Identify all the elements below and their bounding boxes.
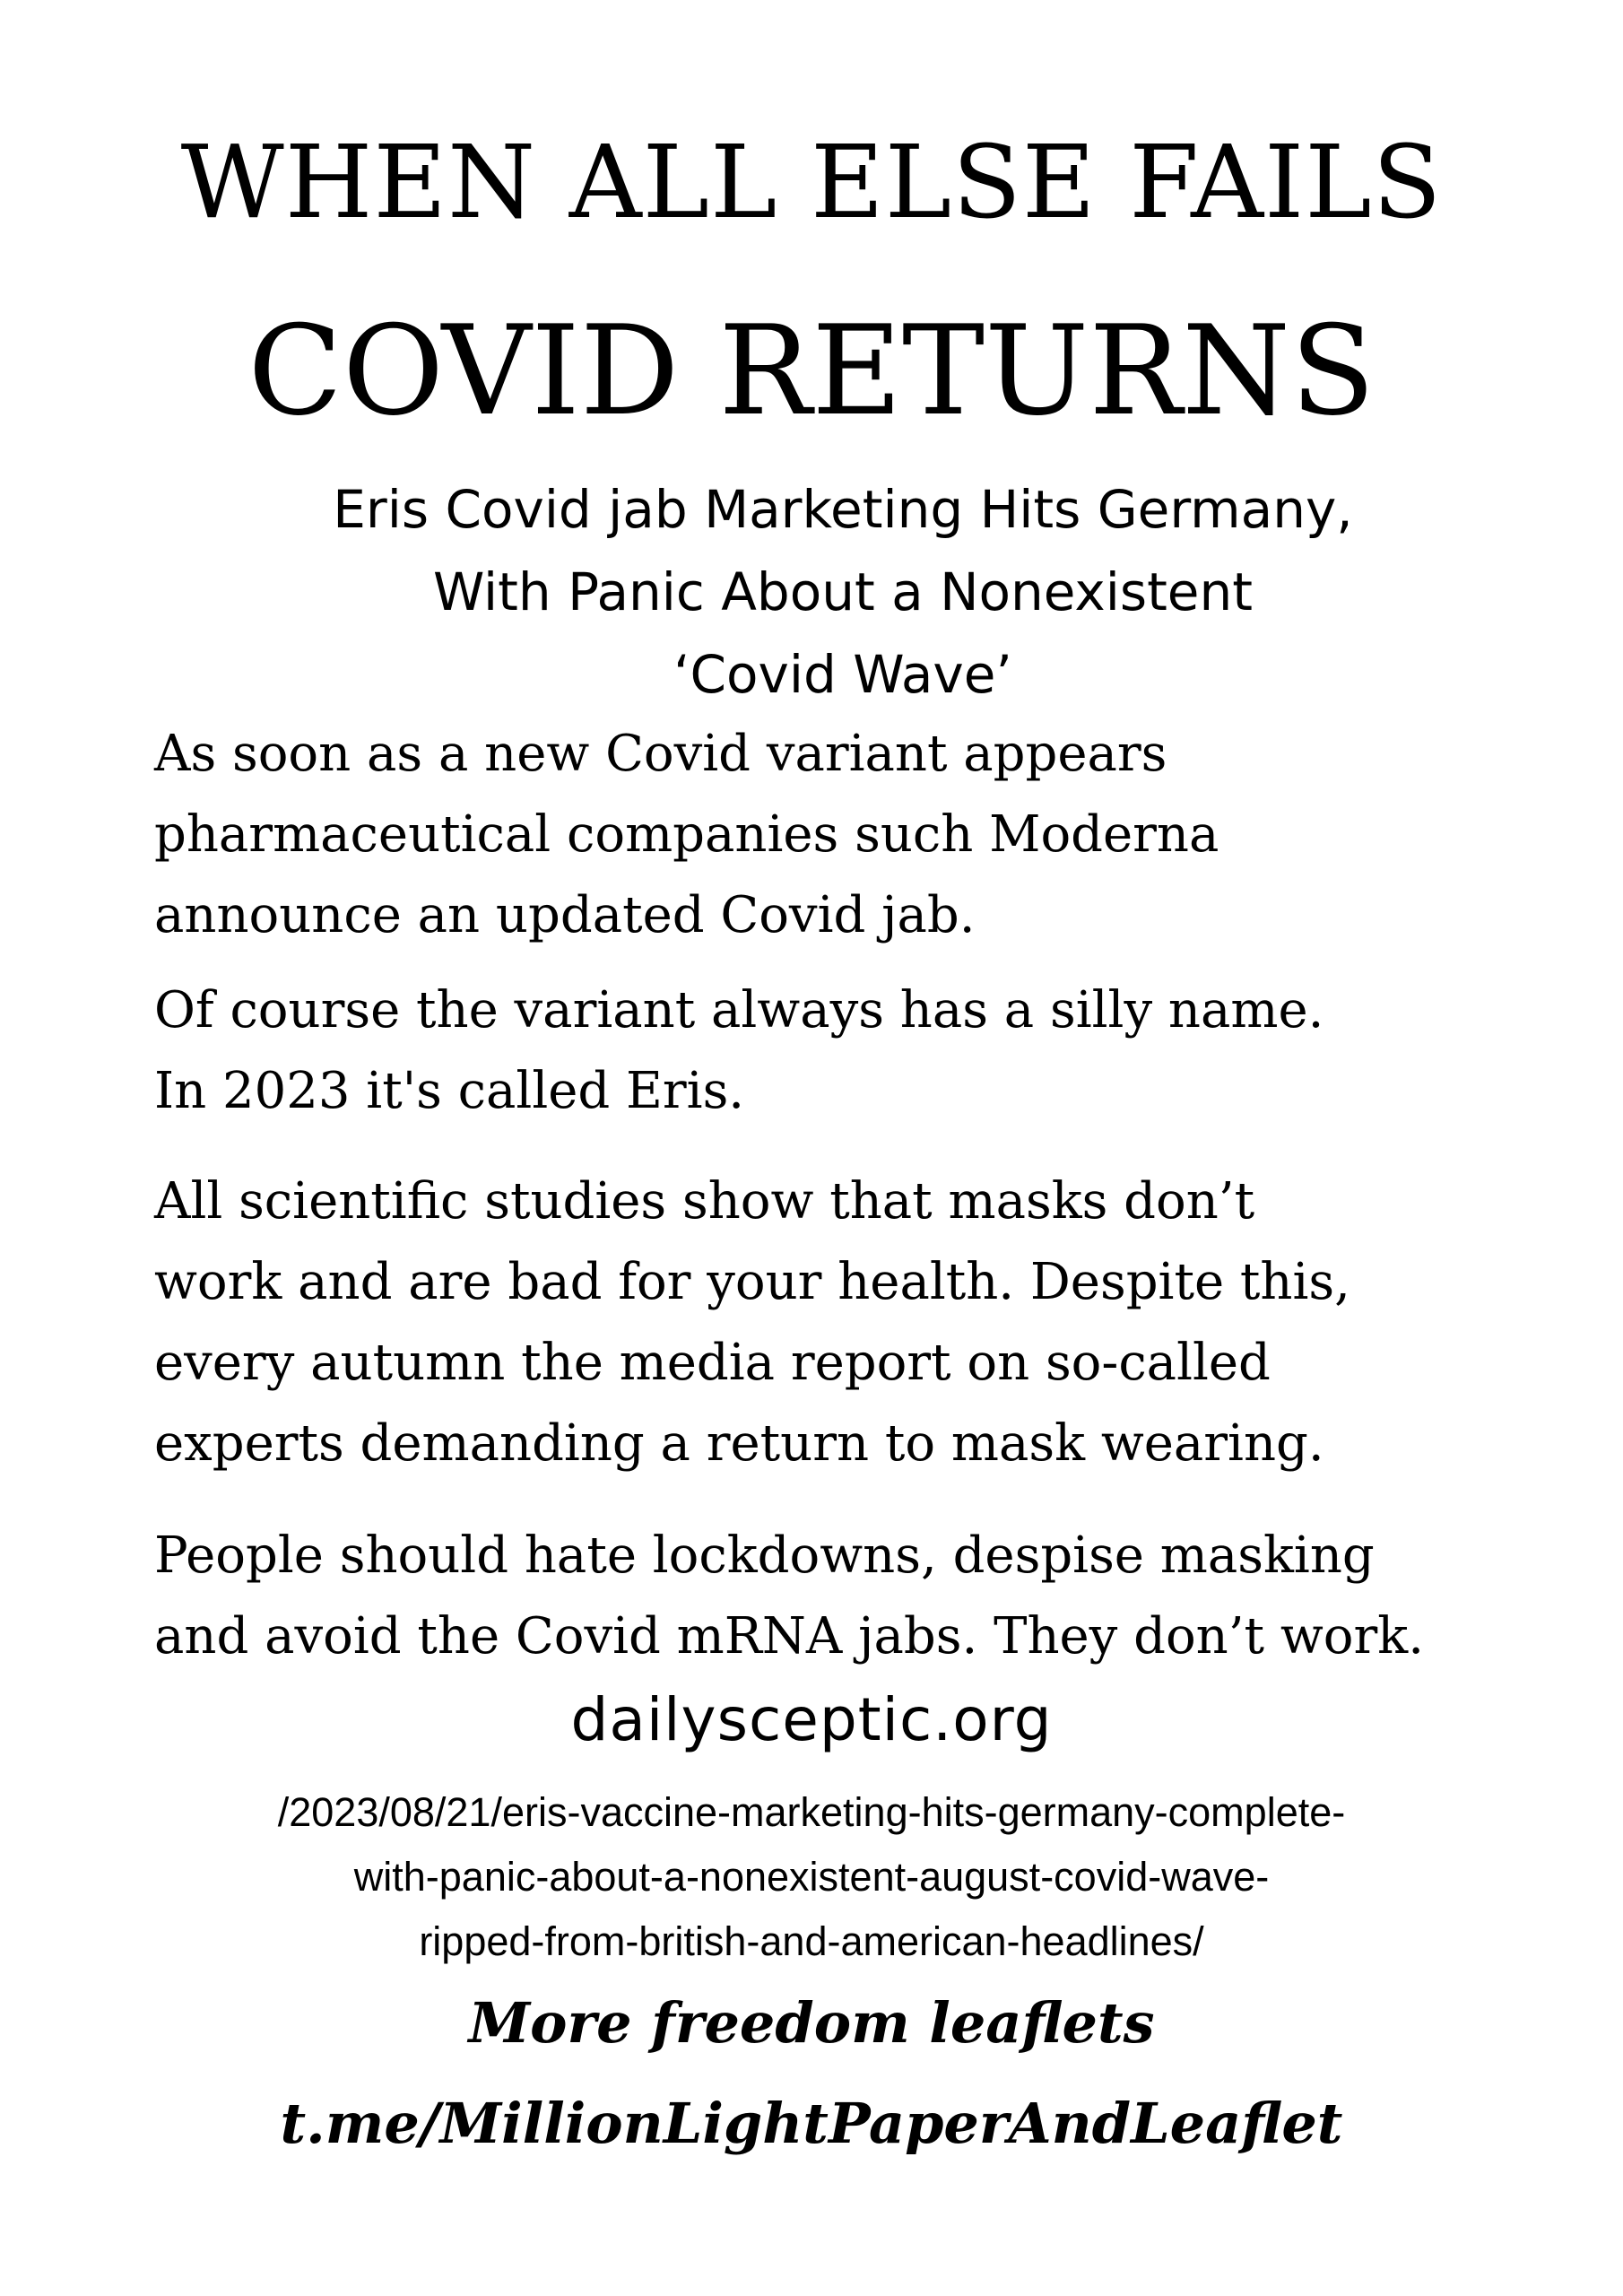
source-url-line: ripped-from-british-and-american-headlines/ [419, 1918, 1204, 1964]
source-url-path [161, 1780, 1462, 1974]
paragraph-line: and avoid the Covid mRNA jabs. They don’t work. [154, 1607, 1424, 1665]
paragraph-line: As soon as a new Covid variant appears [154, 725, 1167, 783]
paragraph-line: Of course the variant always has a silly name. [154, 981, 1324, 1039]
promo-tagline: More freedom leaflets [468, 1990, 1155, 2056]
promo-link: t.me/MillionLightPaperAndLeaflet [280, 2091, 1343, 2156]
headline-line-2: COVID RETURNS [247, 299, 1376, 443]
headline-line-1: WHEN ALL ELSE FAILS [180, 125, 1443, 241]
subtitle-line: Eris Covid jab Marketing Hits Germany, [333, 479, 1353, 540]
paragraph-variant-name [154, 970, 1526, 1132]
subtitle-line: ‘Covid Wave’ [673, 644, 1012, 705]
source-site: dailysceptic.org [570, 1685, 1053, 1754]
paragraph-line: pharmaceutical companies such Moderna [154, 805, 1219, 864]
paragraph-masks [154, 1161, 1526, 1484]
paragraph-line: In 2023 it's called Eris. [154, 1062, 745, 1120]
paragraph-conclusion [154, 1516, 1526, 1677]
source-url-line: /2023/08/21/eris-vaccine-marketing-hits-germany-complete- [277, 1789, 1346, 1835]
subtitle-line: With Panic About a Nonexistent [432, 561, 1253, 622]
paragraph-new-variant [154, 714, 1526, 956]
promo [0, 1973, 1623, 2174]
paragraph-line: experts demanding a return to mask wearing. [154, 1414, 1324, 1473]
paragraph-line: every autumn the media report on so-called [154, 1334, 1271, 1392]
paragraph-line: announce an updated Covid jab. [154, 886, 976, 944]
paragraph-line: People should hate lockdowns, despise masking [154, 1526, 1375, 1585]
paragraph-line: All scientific studies show that masks don’t [154, 1172, 1255, 1231]
subtitle [179, 468, 1506, 716]
source-url-line: with-panic-about-a-nonexistent-august-covid-wave- [353, 1854, 1270, 1900]
paragraph-line: work and are bad for your health. Despite this, [154, 1253, 1350, 1311]
